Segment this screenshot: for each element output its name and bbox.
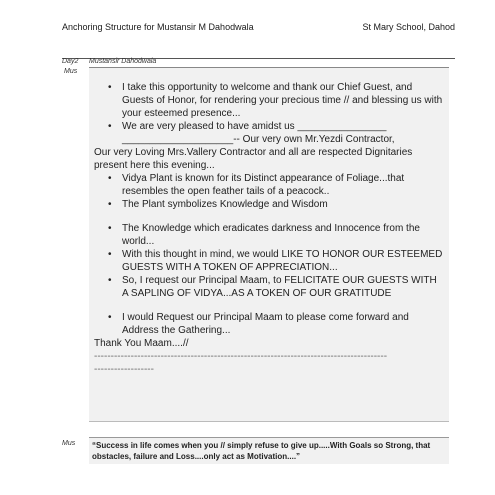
list-item: • I would Request our Principal Maam to please come forward and Address the Gathering... (122, 311, 444, 337)
bullet-list-1 (94, 81, 444, 133)
anchor-name: Mustansir Dahodwala (89, 58, 157, 65)
list-item: • I take this opportunity to welcome and thank our Chief Guest, and Guests of Honor, for rendering your precious time // and blessing us with your esteemed presence... (122, 81, 444, 120)
speaker-label: Mus (64, 68, 78, 75)
header-school: St Mary School, Dahod (362, 22, 455, 32)
dashed-separator: ---------------------------------------------------------------------------------------- (94, 351, 388, 362)
bullet-list-3 (94, 222, 444, 300)
bullet-list-4 (94, 311, 444, 337)
spacer (94, 300, 444, 311)
day-label: Day2 (62, 58, 79, 65)
list-item: • Vidya Plant is known for its Distinct appearance of Foliage...that resembles the open feather tails of a peacock.. (122, 172, 444, 198)
paragraph: Our very Loving Mrs.Vallery Contractor and all are respected Dignitaries present here this evening... (94, 147, 413, 171)
page-header (62, 22, 455, 36)
list-item: • The Plant symbolizes Knowledge and Wisdom (122, 198, 444, 211)
bullet-list-2 (94, 172, 444, 211)
list-item: • With this thought in mind, we would LIKE TO HONOR OUR ESTEEMED GUESTS WITH A TOKEN OF APPRECIATION... (122, 248, 444, 274)
list-item: • We are very pleased to have amidst us ________________ (122, 120, 444, 133)
list-item: • The Knowledge which eradicates darkness and Innocence from the world... (122, 222, 444, 248)
quote-box (89, 437, 449, 464)
quote-text: “Success in life comes when you // simply refuse to give up.....With Goals so Strong, that obstacles, failure and Loss....only act as Motivation....” (92, 441, 431, 461)
list-item: • So, I request our Principal Maam, to FELICITATE OUR GUESTS WITH A SAPLING OF VIDYA...AS A TOKEN OF OUR GRATITUDE (122, 274, 444, 300)
dashed-separator: ------------------ (94, 364, 154, 375)
paragraph: ____________________-- Our very own Mr.Yezdi Contractor, (122, 134, 395, 145)
thank-you-line: Thank You Maam....// (94, 338, 189, 349)
spacer (94, 211, 444, 222)
quote-speaker: Mus (62, 440, 76, 447)
header-title: Anchoring Structure for Mustansir M Dahodwala (62, 22, 254, 32)
script-content (94, 81, 444, 376)
